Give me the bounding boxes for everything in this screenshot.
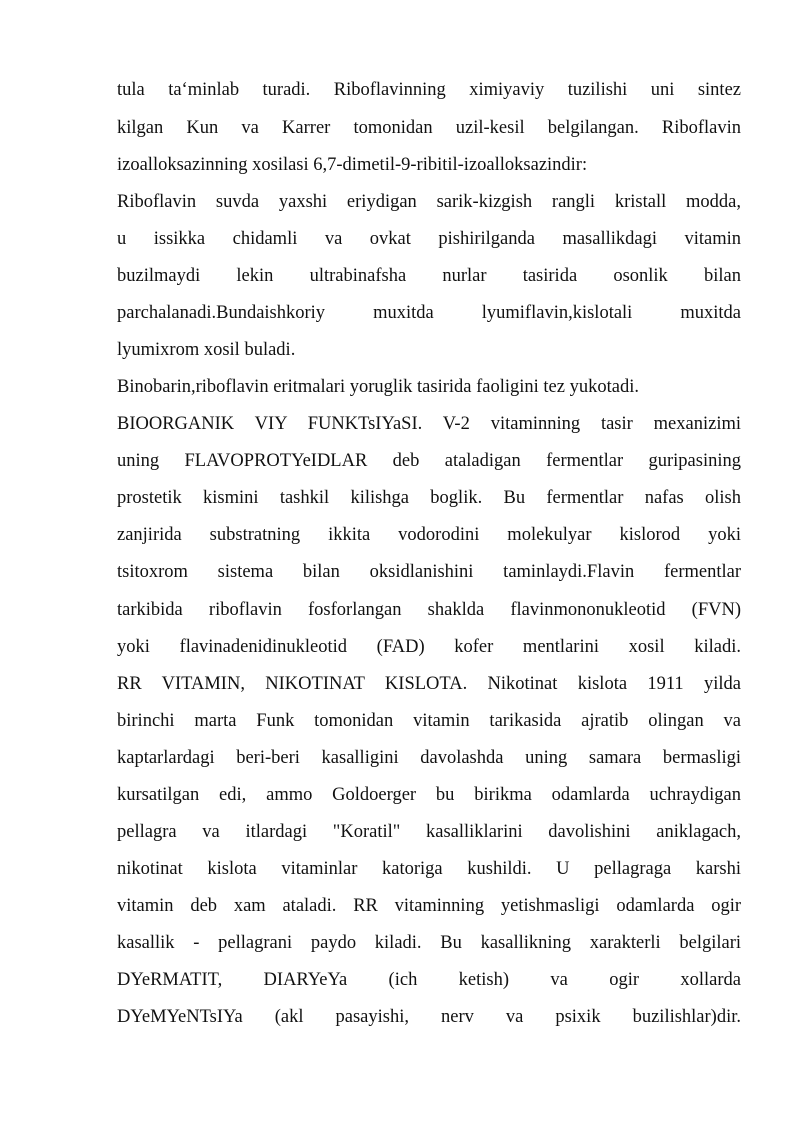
text-line: kasallik - pellagrani paydo kiladi. Bu kasallikning xarakterli belgilari <box>117 933 741 953</box>
text-line: uning FLAVOPROTYeIDLAR deb ataladigan fermentlar guripasining <box>117 451 741 471</box>
text-line: Binobarin,riboflavin eritmalari yoruglik tasirida faoligini tez yukotadi. <box>117 377 639 397</box>
text-line: buzilmaydi lekin ultrabinafsha nurlar tasirida osonlik bilan <box>117 266 741 286</box>
text-line: kaptarlardagi beri-beri kasalligini davolashda uning samara bermasligi <box>117 748 741 768</box>
text-line: DYeMYeNTsIYa (akl pasayishi, nerv va psixik buzilishlar)dir. <box>117 1007 741 1027</box>
text-line: tarkibida riboflavin fosforlangan shaklda flavinmononukleotid (FVN) <box>117 600 741 620</box>
text-line: vitamin deb xam ataladi. RR vitaminning yetishmasligi odamlarda ogir <box>117 896 741 916</box>
text-line: RR VITAMIN, NIKOTINAT KISLOTA. Nikotinat kislota 1911 yilda <box>117 674 741 694</box>
text-line: kursatilgan edi, ammo Goldoerger bu birikma odamlarda uchraydigan <box>117 785 741 805</box>
text-line: parchalanadi.Bundaishkoriy muxitda lyumiflavin,kislotali muxitda <box>117 303 741 323</box>
text-line: tula ta‘minlab turadi. Riboflavinning ximiyaviy tuzilishi uni sintez <box>117 80 741 100</box>
text-line: lyumixrom xosil buladi. <box>117 340 296 360</box>
text-line: birinchi marta Funk tomonidan vitamin tarikasida ajratib olingan va <box>117 711 741 731</box>
text-line: zanjirida substratning ikkita vodorodini molekulyar kislorod yoki <box>117 525 741 545</box>
text-line: u issikka chidamli va ovkat pishirilganda masallikdagi vitamin <box>117 229 741 249</box>
text-line: prostetik kismini tashkil kilishga boglik. Bu fermentlar nafas olish <box>117 488 741 508</box>
text-line: Riboflavin suvda yaxshi eriydigan sarik-kizgish rangli kristall modda, <box>117 192 741 212</box>
text-line: BIOORGANIK VIY FUNKTsIYaSI. V-2 vitaminning tasir mexanizimi <box>117 414 741 434</box>
text-line: DYeRMATIT, DIARYeYa (ich ketish) va ogir xollarda <box>117 970 741 990</box>
text-line: nikotinat kislota vitaminlar katoriga kushildi. U pellagraga karshi <box>117 859 741 879</box>
text-line: tsitoxrom sistema bilan oksidlanishini taminlaydi.Flavin fermentlar <box>117 562 741 582</box>
text-line: pellagra va itlardagi "Koratil" kasalliklarini davolishini aniklagach, <box>117 822 741 842</box>
text-line: kilgan Kun va Karrer tomonidan uzil-kesil belgilangan. Riboflavin <box>117 118 741 138</box>
text-line: yoki flavinadenidinukleotid (FAD) kofer mentlarini xosil kiladi. <box>117 637 741 657</box>
text-line: izoalloksazinning xosilasi 6,7-dimetil-9-ribitil-izoalloksazindir: <box>117 155 588 175</box>
